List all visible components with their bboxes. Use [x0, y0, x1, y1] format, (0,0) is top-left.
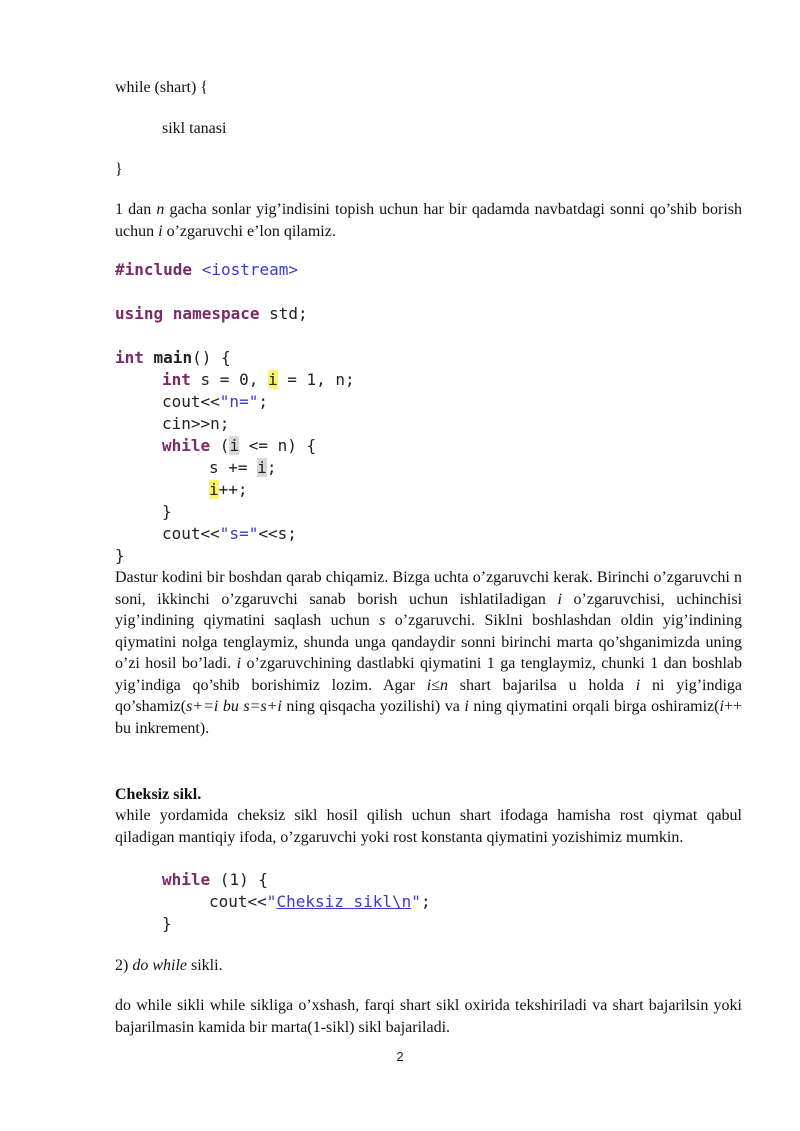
- code-while-true-line: while (1) {: [162, 870, 268, 889]
- code-include: #include <iostream>: [115, 260, 299, 279]
- syntax-line-while: while (shart) {: [115, 79, 208, 96]
- code-using: using namespace std;: [115, 304, 308, 323]
- code-close-outer: }: [115, 546, 125, 565]
- code-cout-s-line: cout<<"s="<<s;: [162, 524, 297, 543]
- syntax-line-body: sikl tanasi: [162, 120, 227, 137]
- section-heading-dowhile: 2) do while sikli.: [115, 957, 223, 974]
- code-cin-line: cin>>n;: [162, 414, 230, 433]
- code-decl-line: int s = 0, i = 1, n;: [162, 370, 355, 389]
- code-increment-line: i++;: [209, 480, 248, 499]
- page-number: 2: [396, 1049, 404, 1064]
- code-main-block: [115, 347, 742, 567]
- code-cout-cheksiz-line: cout<<"Cheksiz sikl\n";: [209, 892, 431, 911]
- code-close-infinite: }: [162, 914, 172, 933]
- code-while-line: while (i <= n) {: [162, 436, 317, 455]
- code-cout-n-line: cout<<"n=";: [162, 392, 268, 411]
- code-infinite-block: [115, 869, 742, 935]
- section-heading-infinite: Cheksiz sikl.: [115, 786, 202, 803]
- code-close-inner: }: [162, 502, 172, 521]
- code-main-line: int main() {: [115, 348, 231, 367]
- code-sum-line: s += i;: [209, 458, 277, 477]
- intro-paragraph: 1 dan n gacha sonlar yig’indisini topish uchun har bir qadamda navbatdagi sonni qo’shib borish uchun i o’zgaruvchi e’lon qilamiz.: [115, 201, 742, 240]
- dowhile-paragraph: do while sikli while sikliga o’xshash, farqi shart sikl oxirida tekshiriladi va shart bajarilsin yoki bajarilmasin kamida bir marta(1-sikl) sikl bajariladi.: [115, 997, 742, 1036]
- syntax-line-close: }: [115, 161, 123, 178]
- infinite-paragraph: while yordamida cheksiz sikl hosil qilish uchun shart ifodaga hamisha rost qiymat qabul qiladigan mantiqiy ifoda, o’zgaruvchi yoki rost konstanta qiymatini yozishimiz mumkin.: [115, 807, 742, 846]
- explanation-paragraph: Dastur kodini bir boshdan qarab chiqamiz. Bizga uchta o’zgaruvchi kerak. Birinchi o’zgaruvchi n soni, ikkinchi o’zgaruvchi sanab borish uchun ishlatiladigan i o’zgaruvchisi, uchinchisi yig’indining qiymatini saqlash uchun s o’zgaruvchi. Siklni boshlashdan oldin yig’indining qiymatini nolga tenglaymiz, shunda unga qandaydir sonni birinchi marta qo’shganimizda uning o’zi hosil bo’ladi. i o’zgaruvchining dastlabki qiymatini 1 ga tenglaymiz, chunki 1 dan boshlab yig’indiga qo’shib borishimiz lozim. Agar i≤n shart bajarilsa u holda i ni yig’indiga qo’shamiz(s+=i bu s=s+i ning qisqacha yozilishi) va i ning qiymatini orqali birga oshiramiz(i++ bu inkrement).: [115, 569, 743, 737]
